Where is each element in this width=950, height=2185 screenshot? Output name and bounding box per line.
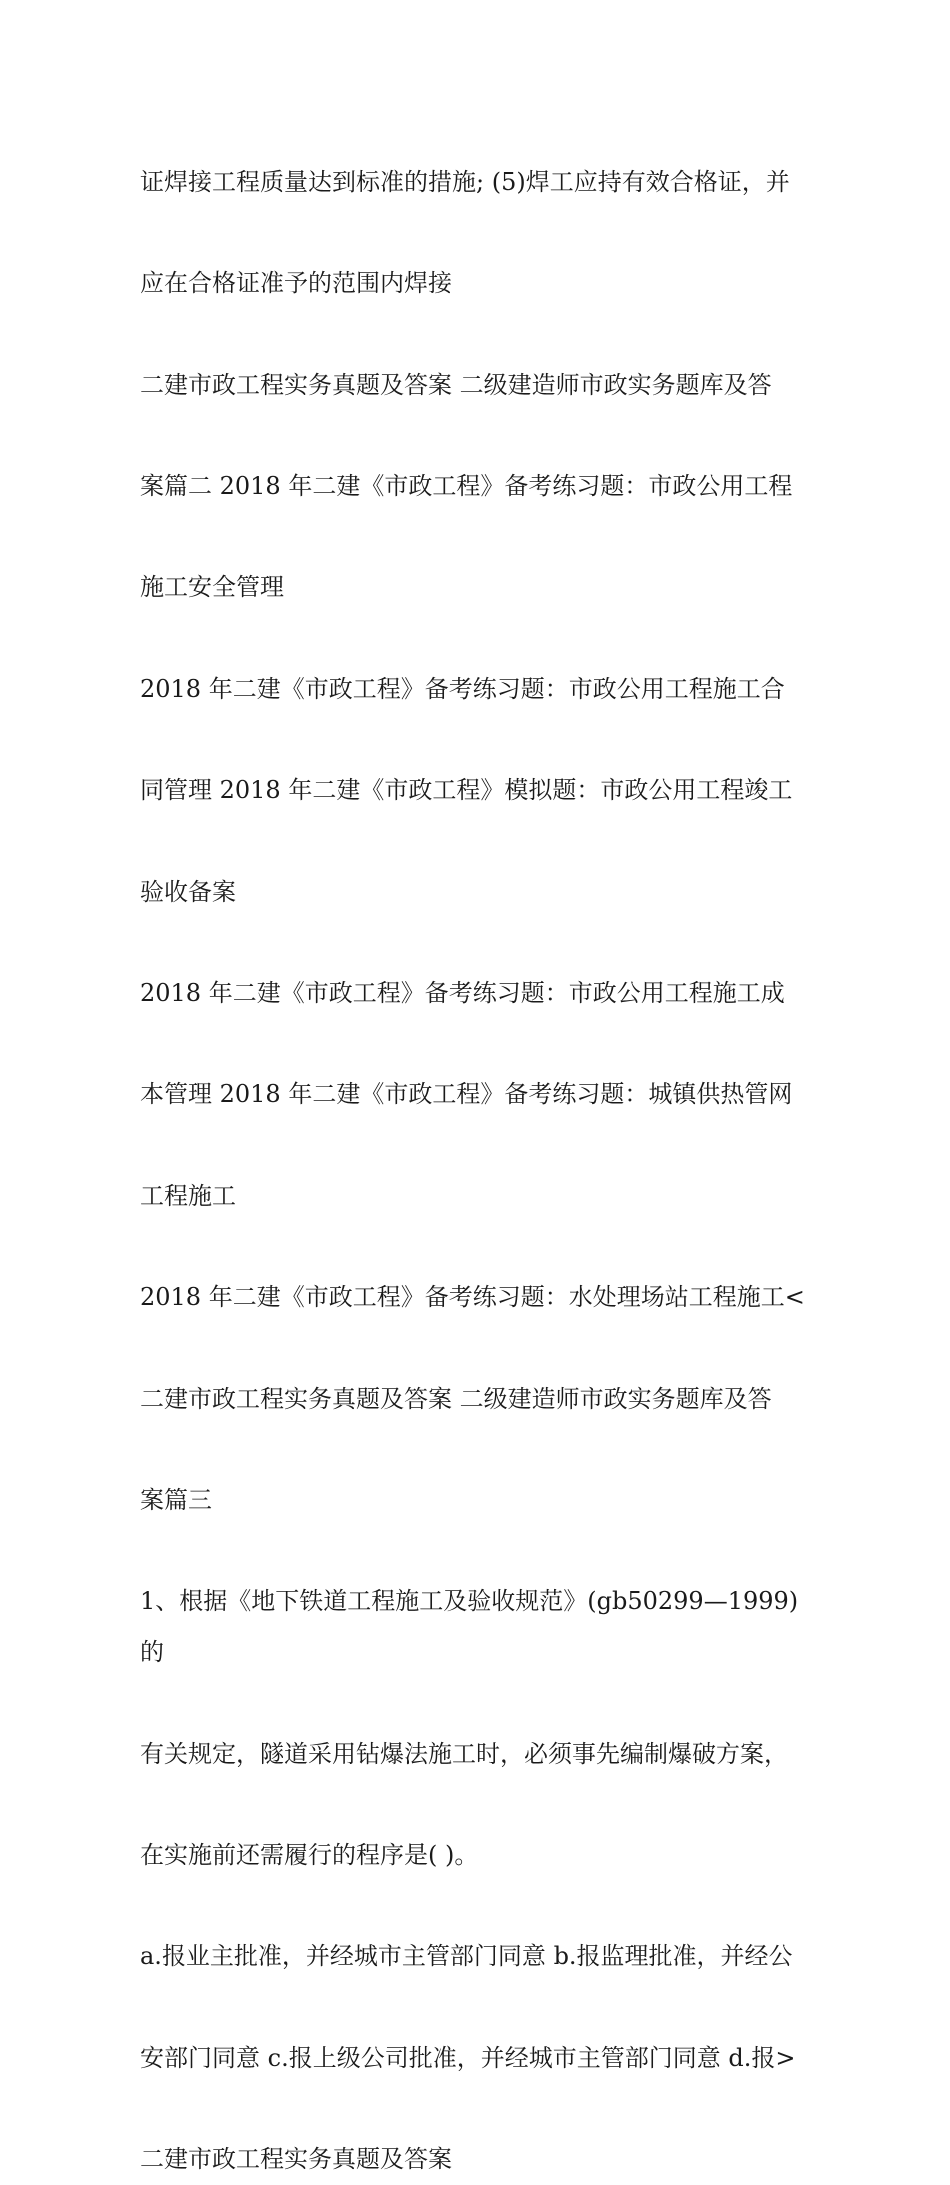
text-line: 2018 年二建《市政工程》备考练习题：水处理场站工程施工< xyxy=(140,1283,805,1312)
text-line: 2018 年二建《市政工程》备考练习题：市政公用工程施工合 xyxy=(140,674,785,703)
text-line: 1、根据《地下铁道工程施工及验收规范》(gb50299—1999)的 xyxy=(140,1587,799,1667)
text-line: 案篇三 xyxy=(140,1485,212,1514)
text-line: 2018 年二建《市政工程》备考练习题：市政公用工程施工成 xyxy=(140,978,785,1007)
text-line: 应在合格证准予的范围内焊接 xyxy=(140,269,452,298)
text-line: 同管理 2018 年二建《市政工程》模拟题：市政公用工程竣工 xyxy=(140,776,793,805)
text-line: 验收备案 xyxy=(140,877,236,906)
text-line: 施工安全管理 xyxy=(140,573,284,602)
text-line: 工程施工 xyxy=(140,1181,236,1210)
paragraph-part-two-heading xyxy=(140,309,820,613)
text-line: 安部门同意 c.报上级公司批准，并经城市主管部门同意 d.报> xyxy=(140,2043,796,2072)
paragraph-welding-measures xyxy=(140,106,820,309)
text-line: 二建市政工程实务真题及答案 xyxy=(140,2145,452,2174)
text-line: 在实施前还需履行的程序是( )。 xyxy=(140,1840,479,1869)
paragraph-contract-management xyxy=(140,613,820,917)
text-line: 本管理 2018 年二建《市政工程》备考练习题：城镇供热管网 xyxy=(140,1080,793,1109)
document-body xyxy=(140,106,820,2185)
text-line: 证焊接工程质量达到标准的措施; (5)焊工应持有效合格证，并 xyxy=(140,167,790,196)
text-line: 二建市政工程实务真题及答案 二级建造师市政实务题库及答 xyxy=(140,370,772,399)
text-line: 二建市政工程实务真题及答案 二级建造师市政实务题库及答 xyxy=(140,1384,772,1413)
paragraph-part-three-heading xyxy=(140,1221,820,1525)
text-line: 有关规定，隧道采用钻爆法施工时，必须事先编制爆破方案， xyxy=(140,1739,788,1768)
paragraph-question-1 xyxy=(140,1526,820,1881)
text-line: a.报业主批准，并经城市主管部门同意 b.报监理批准，并经公 xyxy=(140,1942,793,1971)
paragraph-answer-options xyxy=(140,1881,820,2185)
paragraph-cost-management xyxy=(140,917,820,1221)
text-line: 案篇二 2018 年二建《市政工程》备考练习题：市政公用工程 xyxy=(140,471,793,500)
